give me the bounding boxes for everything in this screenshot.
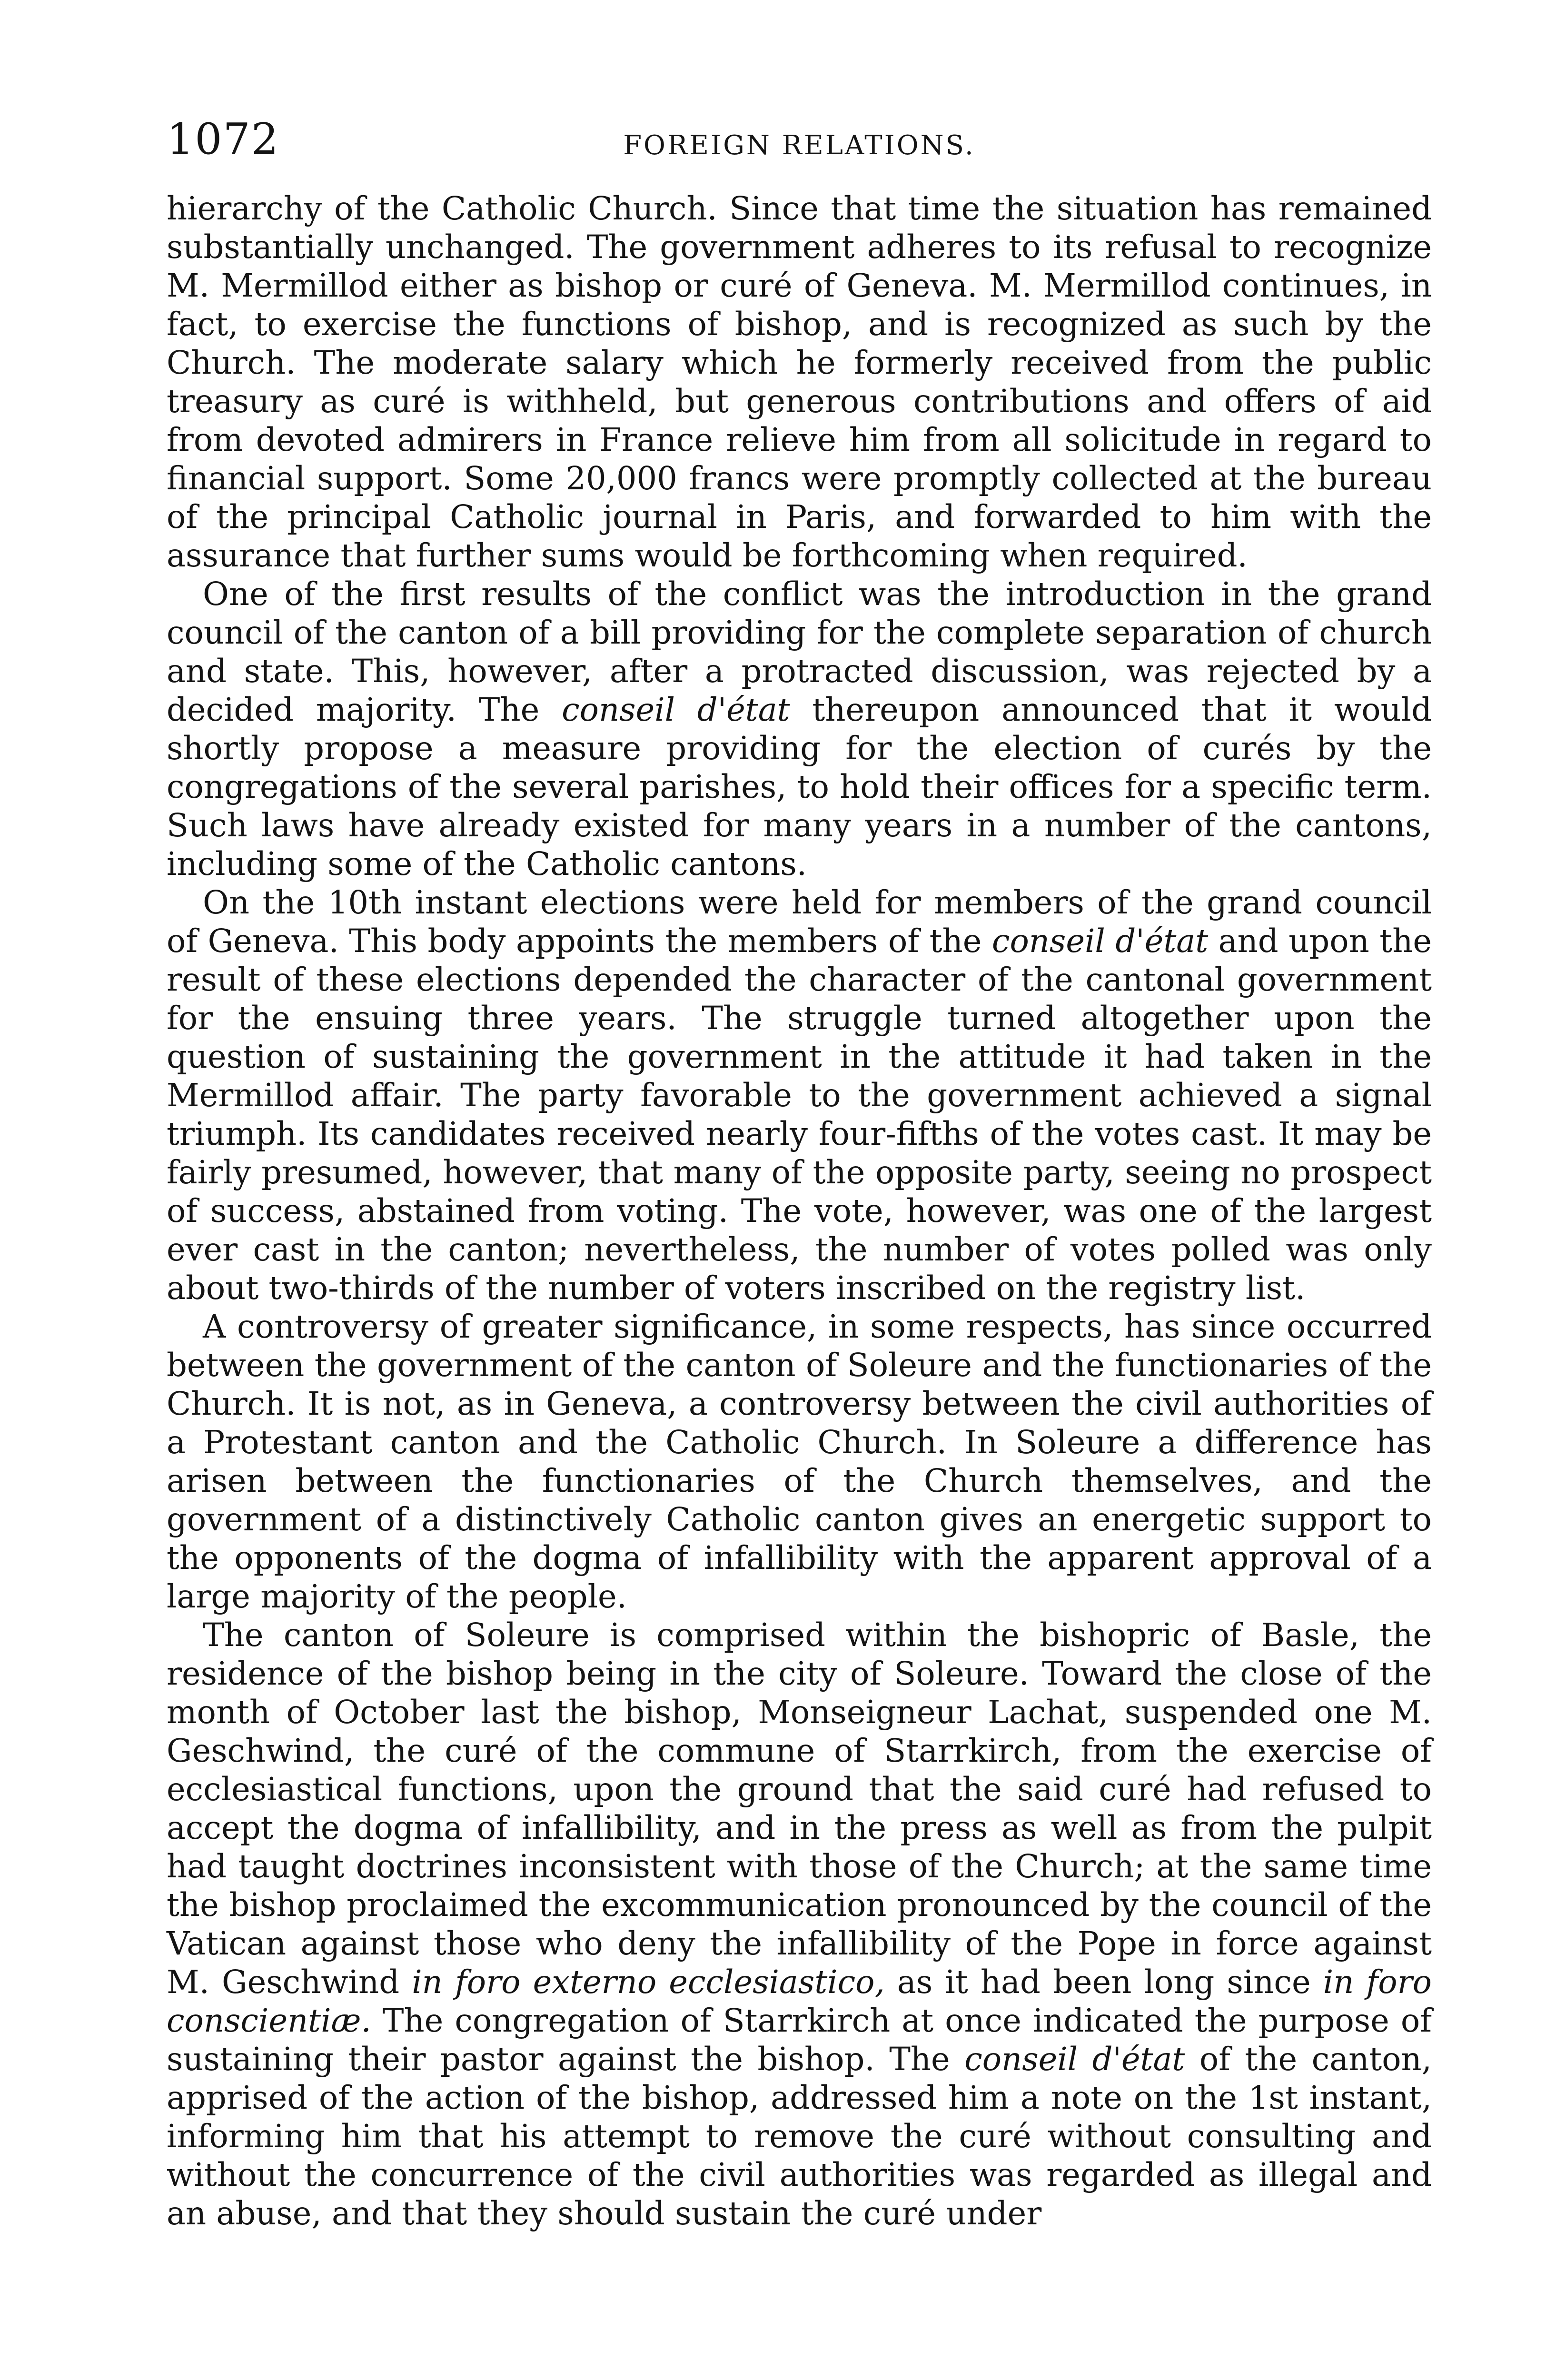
paragraph-5-text-c: The congregation of Starrkirch at once indicated the purpose of sustaining their pastor against the bishop. The xyxy=(167,2002,1432,2078)
paragraph-4 xyxy=(167,1308,1432,1616)
paragraph-5 xyxy=(167,1616,1432,2233)
body-text xyxy=(167,189,1432,2233)
running-head: FOREIGN RELATIONS. xyxy=(623,130,975,161)
page-number: 1072 xyxy=(167,114,280,164)
paragraph-1 xyxy=(167,189,1432,575)
paragraph-5-italic-2: in foro conscientiæ. xyxy=(167,1964,1432,2039)
paragraph-5-text-a: The canton of Soleure is comprised within the bishopric of Basle, the residence of the bishop being in the city of Soleure. Toward the close of the month of October last the bishop, Monseigneur Lachat, suspended one M. Geschwind, the curé of the commune of Starrkirch, from the exercise of ecclesiastical functions, upon the ground that the said curé had refused to accept the dogma of infallibility, and in the press as well as from the pulpit had taught doctrines inconsistent with those of the Church; at the same time the bishop proclaimed the excommunication pronounced by the council of the Vatican against those who deny the infallibility of the Pope in force against M. Geschwind xyxy=(167,1616,1432,2001)
paragraph-5-text-b: as it had been long since xyxy=(884,1964,1323,2001)
paragraph-2-text-a: One of the first results of the conflict was the introduction in the grand council of the canton of a bill providing for the complete separation of church and state. This, however, after a protracted discussion, was rejected by a decided majority. The xyxy=(167,575,1432,728)
page-header xyxy=(167,114,1432,171)
paragraph-5-text-d: of the canton, apprised of the action of the bishop, addressed him a note on the 1st instant, informing him that his attempt to remove the curé without consulting and without the concurrence of the civil authorities was regarded as illegal and an abuse, and that they should sustain the curé under xyxy=(167,2041,1432,2232)
paragraph-3-text-a: On the 10th instant elections were held for members of the grand council of Geneva. This body appoints the members of the xyxy=(167,884,1432,960)
paragraph-1-text: hierarchy of the Catholic Church. Since that time the situation has remained substantially unchanged. The government adheres to its refusal to recognize M. Mermillod either as bishop or curé of Geneva. M. Mermillod continues, in fact, to exercise the functions of bishop, and is recognized as such by the Church. The moderate salary which he formerly received from the public treasury as curé is withheld, but generous contributions and offers of aid from devoted admirers in France relieve him from all solicitude in regard to financial support. Some 20,000 francs were promptly collected at the bureau of the principal Catholic journal in Paris, and forwarded to him with the assurance that further sums would be forthcoming when required. xyxy=(167,190,1432,574)
paragraph-4-text: A controversy of greater significance, in some respects, has since occurred between the government of the canton of Soleure and the functionaries of the Church. It is not, as in Geneva, a controversy between the civil authorities of a Protestant canton and the Catholic Church. In Soleure a difference has arisen between the functionaries of the Church themselves, and the government of a distinctively Catholic canton gives an energetic support to the opponents of the dogma of infallibility with the apparent approval of a large majority of the people. xyxy=(167,1308,1432,1615)
paragraph-5-italic-1: in foro externo ecclesiastico, xyxy=(412,1964,885,2001)
paragraph-5-italic-3: conseil d'état xyxy=(964,2041,1185,2078)
paragraph-2-italic: conseil d'état xyxy=(562,691,790,728)
paragraph-3-italic: conseil d'état xyxy=(991,922,1209,960)
paragraph-2-text-b: thereupon announced that it would shortly propose a measure providing for the election of curés by the congregations of the several parishes, to hold their offices for a specific term. Such laws have already existed for many years in a number of the cantons, including some of the Catholic cantons. xyxy=(167,691,1432,883)
paragraph-2 xyxy=(167,575,1432,883)
paragraph-3 xyxy=(167,883,1432,1308)
paragraph-3-text-b: and upon the result of these elections depended the character of the cantonal government for the ensuing three years. The struggle turned altogether upon the question of sustaining the government in the attitude it had taken in the Mermillod affair. The party favorable to the government achieved a signal triumph. Its candidates received nearly four-fifths of the votes cast. It may be fairly presumed, however, that many of the opposite party, seeing no prospect of success, abstained from voting. The vote, however, was one of the largest ever cast in the canton; nevertheless, the number of votes polled was only about two-thirds of the number of voters inscribed on the registry list. xyxy=(167,922,1432,1307)
